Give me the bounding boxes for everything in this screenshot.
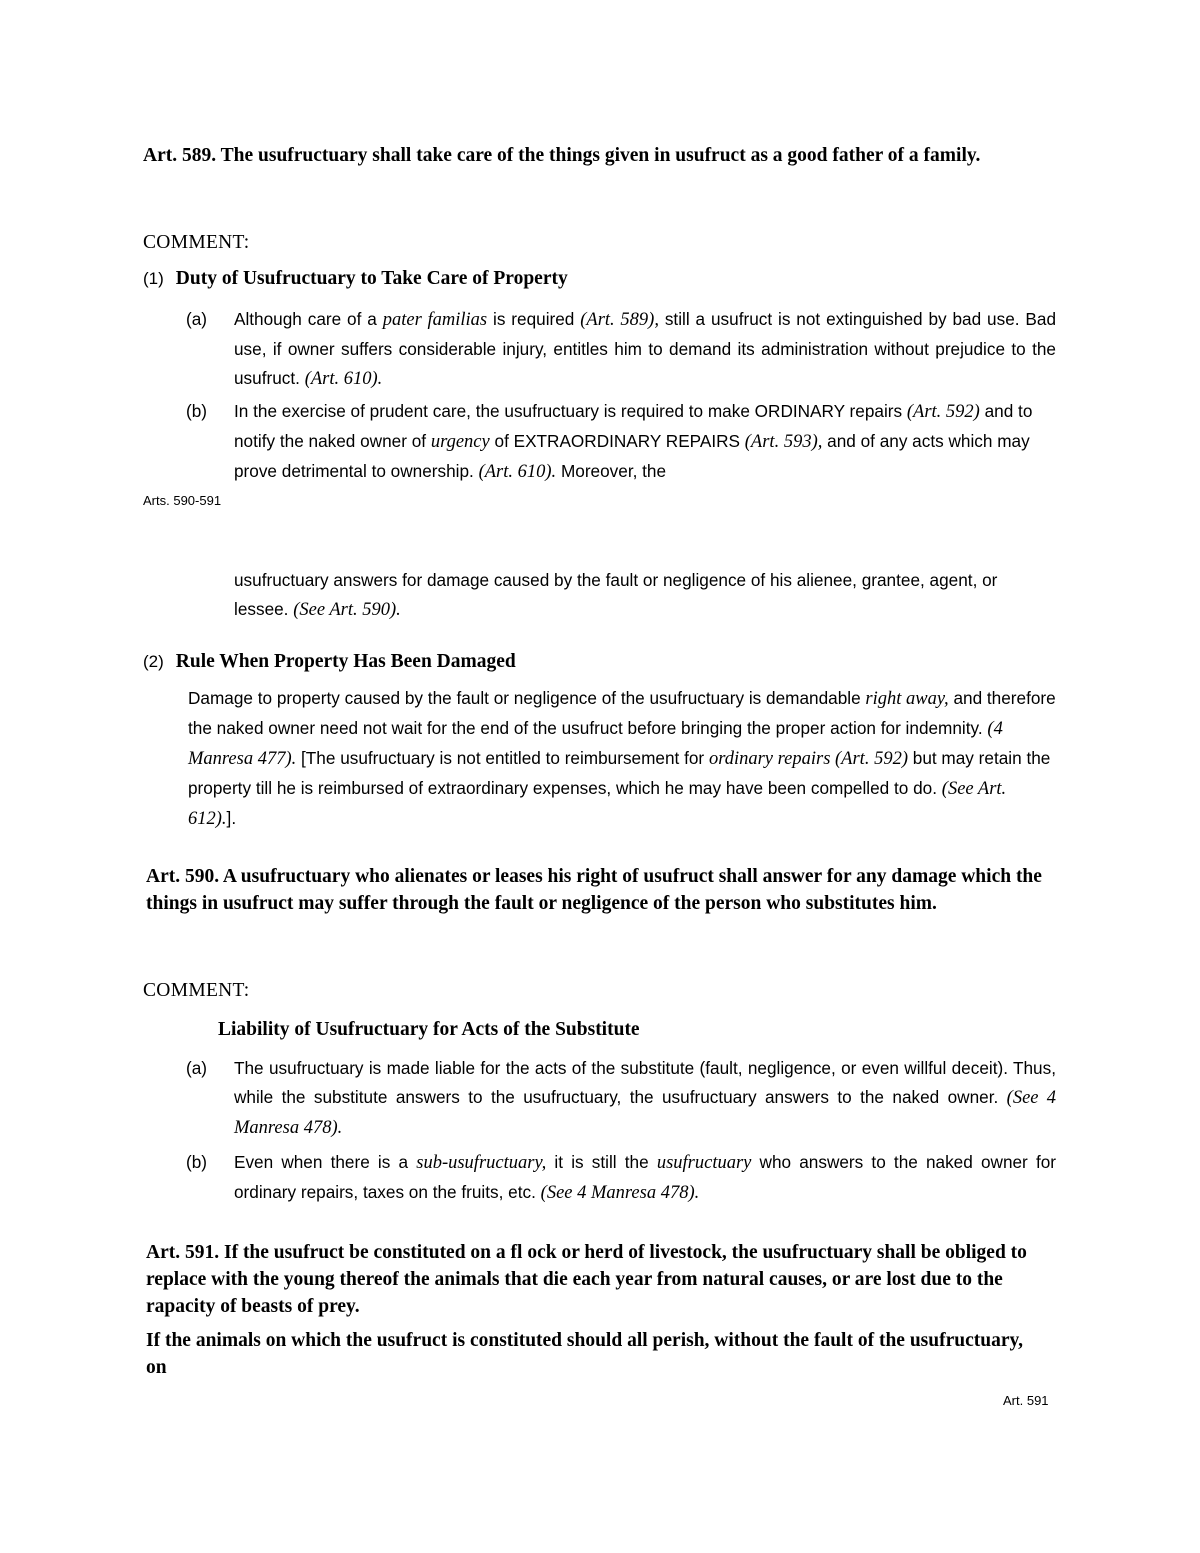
item-text [234,305,1056,394]
italic-run: (Art. 610). [478,462,557,482]
italic-run: (See Art. 612). [188,779,1007,829]
italic-run: pater familias [382,310,488,330]
page-footer-arts-590-591: Arts. 590-591 [143,493,222,508]
text-run: and of any acts which may prove detrimental to ownership. [234,431,1030,481]
text-run: and therefore the naked owner need not wait for the end of the usufruct before bringing the proper action for indemnity. [188,688,1056,738]
section-1-heading [143,266,568,292]
art-591-paragraph-2: If the animals on which the usufruct is constituted should all perish, without the fault of the usufructuary, on [146,1330,1024,1378]
italic-run: (See Art. 590). [293,600,401,620]
item-label: (a) [186,1058,208,1078]
text-run: Even when there is a [234,1152,417,1172]
italic-run: urgency [430,432,490,452]
section-2-number: (2) [143,652,164,671]
item-text [234,397,1056,487]
art-589-heading: Art. 589. The usufructuary shall take care of the things given in usufruct as a good father of a family. [143,145,981,166]
page-footer-art-591: Art. 591 [1003,1393,1049,1408]
italic-run: (See 4 Manresa 478). [234,1088,1056,1138]
section-2-paragraph [188,684,1058,834]
text-run: usufructuary answers for damage caused by the fault or negligence of his alienee, grantee, agent, or lessee. [234,570,998,619]
italic-run: (Art. 589), [580,310,659,330]
text-run: Moreover, the [556,461,667,481]
section-1-title: Duty of Usufructuary to Take Care of Property [175,268,568,289]
art-590-heading: Art. 590. A usufructuary who alienates or leases his right of usufruct shall answer for any damage which the things in usufruct may suffer through the fault or negligence of the person who substitutes him. [146,866,1042,914]
italic-run: right away, [865,689,949,709]
italic-run: (4 Manresa 477). [188,719,1003,769]
italic-run: (Art. 592) [906,402,980,422]
comment-label-590: COMMENT: [143,980,250,1001]
art-590-subheading: Liability of Usufructuary for Acts of the Substitute [218,1019,640,1040]
text-run: it is still the [546,1152,657,1172]
section-2-heading [143,649,516,675]
text-run: who answers to the naked owner for ordinary repairs, taxes on the fruits, etc. [234,1152,1057,1202]
item-text [234,1148,1056,1208]
item-label: (a) [186,309,208,329]
section-1-number: (1) [143,269,164,288]
text-run: In the exercise of prudent care, the usufructuary is required to make ORDINARY repairs [234,401,907,421]
italic-run: (Art. 593), [744,432,823,452]
item-589-b-continuation [234,566,1054,625]
text-run: ]. [226,808,237,828]
text-run: Although care of a [234,309,383,329]
item-label: (b) [186,1152,208,1172]
text-run: and to notify the naked owner of [234,401,1033,451]
italic-run: usufructuary [656,1153,752,1173]
text-run: The usufructuary is made liable for the acts of the substitute (fault, negligence, or even willful deceit). Thus, while the substitute answers to the usufructuary, the usufructuary answers to the naked owner. [234,1058,1056,1107]
section-2-title: Rule When Property Has Been Damaged [175,651,516,672]
text-run: but may retain the property till he is reimbursed of extraordinary expenses, which he may have been compelled to do. [188,748,1051,798]
italic-run: sub-usufructuary, [416,1153,547,1173]
italic-run: (See 4 Manresa 478). [540,1183,700,1203]
text-run: [The usufructuary is not entitled to reimbursement for [296,748,709,768]
art-591-heading: Art. 591. If the usufruct be constituted on a fl ock or herd of livestock, the usufructuary shall be obliged to replace with the young thereof the animals that die each year from natural causes, or are lost due to the rapacity of beasts of prey. [146,1242,1027,1317]
comment-label-589: COMMENT: [143,232,250,253]
text-run: Damage to property caused by the fault or negligence of the usufructuary is demandable [188,688,866,708]
text-run: still a usufruct is not extinguished by bad use. Bad use, if owner suffers considerable injury, entitles him to demand its administration without prejudice to the usufruct. [234,309,1057,388]
italic-run: ordinary repairs (Art. 592) [708,749,908,769]
item-label: (b) [186,401,208,421]
item-text [234,1054,1056,1143]
text-run: of EXTRAORDINARY REPAIRS [489,431,745,451]
text-run: is required [487,309,581,329]
italic-run: (Art. 610). [304,369,383,389]
